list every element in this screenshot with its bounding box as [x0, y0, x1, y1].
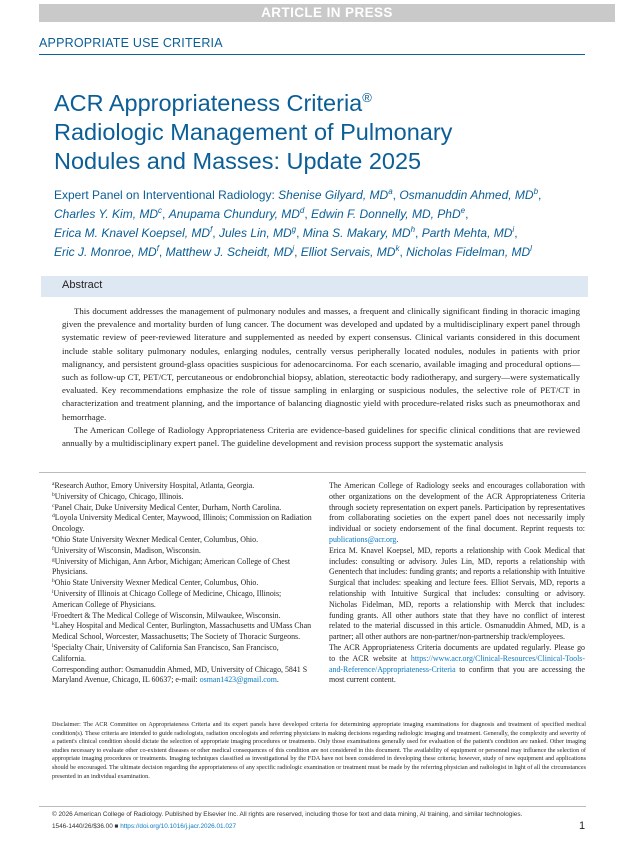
footnote-divider — [39, 472, 586, 473]
author-name: Edwin F. Donnelly, MD, PhD — [311, 207, 461, 221]
affiliation-footnote — [52, 589, 312, 611]
update-note — [329, 643, 585, 686]
corresponding-author — [52, 665, 312, 687]
abstract-paragraph-1: This document addresses the management of pulmonary nodules and masses, a frequent and clinically significant finding in thoracic imaging given the prevalence and mortality burden of lung cancer. The document was developed and updated by a multidisciplinary expert panel through systematic review of peer-reviewed literature and supplemented as needed by expert consensus. Clinical variants considered in this document include stable solitary pulmonary nodules, enlarging nodules, centrally versus peripherally located nodules, nodules in patients with prior malignancy, and persistent ground-glass opacities suspicious for adenocarcinoma. For each scenario, available imaging and procedural options—such as follow-up CT, PET/CT, percutaneous or endobronchial biopsy, ablation, stereotactic body radiotherapy, and surgery—were systematically evaluated. Key recommendations emphasize the role of tissue sampling in enlarging or suspicious nodules, the selective role of PET/CT in characterization and treatment planning, and the importance of balancing diagnostic yield with procedure-related risks such as pneumothorax and hemorrhage. — [62, 306, 580, 422]
footnote-text: Lahey Hospital and Medical Center, Burlington, Massachusetts and UMass Chan Medical School, Worcester, Massachusetts; The Society of Thoracic Surgeons. — [52, 621, 312, 642]
issn-price: 1546-1440/26/$36.00 — [52, 823, 113, 830]
article-in-press-banner: ARTICLE IN PRESS — [39, 4, 615, 22]
corresponding-author-end: . — [276, 675, 279, 685]
author-name: Mina S. Makary, MD — [302, 226, 411, 240]
author-separator: , — [294, 245, 301, 259]
author-separator: , — [465, 207, 469, 221]
author-separator: , — [162, 207, 169, 221]
footnote-text: Ohio State University Wexner Medical Center, Columbus, Ohio. — [54, 578, 259, 588]
affiliation-mark[interactable]: b — [533, 187, 539, 196]
abstract-paragraph-2: The American College of Radiology Appropriateness Criteria are evidence-based guidelines for specific clinical conditions that are reviewed annually by a multidisciplinary expert panel. The guideline development and revision process support the systematic analysis — [62, 424, 580, 449]
author-name: Nicholas Fidelman, MD — [406, 245, 531, 259]
issn-line — [52, 823, 236, 830]
footnote-text: University of Michigan, Ann Arbor, Michigan; American College of Chest Physicians. — [52, 556, 291, 577]
footnote-text: University of Chicago, Chicago, Illinois. — [54, 491, 184, 501]
author-name: Parth Mehta, MD — [421, 226, 513, 240]
doi-separator: ■ — [112, 823, 121, 830]
affiliation-mark[interactable]: h — [410, 225, 416, 234]
page-number: 1 — [579, 820, 586, 832]
author-separator: , — [392, 188, 400, 202]
author-name: Anupama Chundury, MD — [168, 207, 300, 221]
author-separator: , — [415, 226, 422, 240]
footnote-mark: k — [52, 621, 55, 628]
section-label: APPROPRIATE USE CRITERIA — [39, 36, 223, 50]
footnote-text: Loyola University Medical Center, Maywood, Illinois; Commission on Radiation Oncology. — [52, 513, 312, 534]
reprint-email-link[interactable]: publications@acr.org — [329, 534, 397, 544]
acr-website-link[interactable]: https://www.acr.org/Clinical-Resources/Clinical-Tools-and-Reference/Appropriateness-Criteria — [329, 653, 585, 674]
collaboration-note — [329, 481, 585, 546]
affiliation-mark[interactable]: l — [530, 244, 532, 253]
article-title — [54, 83, 594, 176]
author-separator: , — [158, 245, 166, 259]
author-separator: , — [514, 226, 518, 240]
expert-panel-label: Expert Panel on Interventional Radiology: — [54, 188, 279, 202]
affiliation-mark[interactable]: j — [292, 244, 295, 253]
author-line-3 — [54, 224, 599, 243]
footnote-text: University of Illinois at Chicago College of Medicine, Chicago, Illinois; American College of Physicians. — [52, 588, 282, 609]
title-text-1: ACR Appropriateness Criteria — [54, 90, 363, 116]
footnote-text: Research Author, Emory University Hospital, Atlanta, Georgia. — [54, 481, 255, 490]
author-name: Jules Lin, MD — [218, 226, 292, 240]
notes-column — [329, 481, 585, 686]
email-link[interactable]: osman1423@gmail.com — [199, 675, 277, 685]
footnote-mark: a — [52, 481, 55, 487]
abstract-header-bar — [41, 276, 588, 297]
affiliation-mark[interactable]: i — [512, 225, 515, 234]
author-name: Elliot Servais, MD — [300, 245, 396, 259]
copyright-notice: © 2026 American College of Radiology. Published by Elsevier Inc. All rights are reserved, including those for text and data mining, AI training, and similar technologies. — [52, 811, 523, 818]
author-name: Eric J. Monroe, MD — [54, 245, 157, 259]
footnote-mark: b — [52, 491, 55, 498]
author-separator: , — [399, 245, 407, 259]
affiliation-mark[interactable]: e — [460, 206, 466, 215]
author-separator: , — [538, 188, 542, 202]
collaboration-end: . — [396, 534, 399, 544]
footnote-mark: j — [52, 610, 54, 617]
update-end: to confirm that you are accessing the most current content. — [329, 664, 585, 685]
affiliation-mark[interactable]: k — [395, 244, 400, 253]
affiliation-footnote — [52, 578, 312, 589]
disclaimer: Disclaimer: The ACR Committee on Appropriateness Criteria and its expert panels have developed criteria for determining appropriate imaging examinations for diagnosis and treatment of specified medical condition(s). These criteria are intended to guide radiologists, radiation oncologists and referring physicians in making decisions regarding radiologic imaging and treatment. Generally, the complexity and severity of a patient's clinical condition should dictate the selection of appropriate imaging procedures or treatments. Only those examinations generally used for evaluation of the patient's condition are ranked. Other imaging studies necessary to evaluate other co-existent diseases or other medical consequences of this condition are not considered in this document. The availability of equipment or personnel may influence the selection of appropriate imaging procedures or treatments. Imaging techniques classified as investigational by the FDA have not been considered in developing these criteria; however, study of new equipment and applications should be encouraged. The ultimate decision regarding the appropriateness of any specific radiologic examination or treatment must be made by the referring physician and radiologist in light of all the circumstances presented in an individual examination. — [52, 721, 586, 780]
doi-link[interactable]: https://doi.org/10.1016/j.jacr.2026.01.027 — [120, 823, 237, 830]
abstract-body — [62, 305, 580, 450]
footer-divider — [39, 806, 586, 807]
affiliation-footnote — [52, 481, 312, 492]
author-name: Osmanuddin Ahmed, MD — [399, 188, 534, 202]
author-line-2 — [54, 205, 599, 224]
author-separator: , — [304, 207, 312, 221]
footnote-mark: h — [52, 578, 55, 585]
footnote-mark: g — [52, 556, 55, 563]
author-name: Charles Y. Kim, MD — [54, 207, 159, 221]
affiliations-column — [52, 481, 312, 686]
affiliation-footnote — [52, 611, 312, 622]
affiliation-footnote — [52, 643, 312, 665]
title-line-3: Nodules and Masses: Update 2025 — [54, 148, 422, 174]
title-line-2: Radiologic Management of Pulmonary — [54, 119, 453, 145]
author-list — [54, 186, 599, 262]
affiliation-footnote — [52, 621, 312, 643]
title-line-1 — [54, 83, 594, 118]
collaboration-text: The American College of Radiology seeks and encourages collaboration with other organizations on the development of the ACR Appropriateness Criteria through society representation on expert panels. Participation by representatives from collaborating societies on the expert panel does not necessarily imply individual or society endorsement of the final document. Reprint requests to: — [329, 481, 585, 534]
abstract-heading: Abstract — [62, 279, 103, 291]
author-name: Shenise Gilyard, MD — [278, 188, 389, 202]
footnote-mark: f — [52, 545, 54, 552]
footnote-text: Panel Chair, Duke University Medical Center, Durham, North Carolina. — [54, 502, 282, 512]
footnote-text: University of Wisconsin, Madison, Wisconsin. — [53, 545, 201, 555]
affiliation-mark[interactable]: g — [291, 225, 297, 234]
registered-mark: ® — [362, 90, 372, 105]
affiliation-footnote — [52, 546, 312, 557]
affiliation-footnote — [52, 513, 312, 535]
affiliation-mark[interactable]: d — [299, 206, 305, 215]
footnote-text: Ohio State University Wexner Medical Center, Columbus, Ohio. — [54, 534, 259, 544]
footnote-mark: d — [52, 513, 55, 520]
affiliation-mark[interactable]: a — [388, 187, 393, 196]
author-name: Matthew J. Scheidt, MD — [165, 245, 293, 259]
author-separator: , — [212, 226, 219, 240]
footnote-text: Froedtert & The Medical College of Wisconsin, Milwaukee, Wisconsin. — [53, 610, 281, 620]
affiliation-footnote — [52, 557, 312, 579]
section-divider — [39, 54, 585, 55]
affiliation-mark[interactable]: c — [158, 206, 163, 215]
affiliation-mark[interactable]: f — [210, 225, 213, 234]
footnote-text: Specialty Chair, University of California San Francisco, San Francisco, California. — [52, 642, 279, 663]
author-name: Erica M. Knavel Koepsel, MD — [54, 226, 211, 240]
author-line-1 — [54, 186, 599, 205]
affiliation-footnote — [52, 503, 312, 514]
affiliation-mark[interactable]: f — [156, 244, 159, 253]
footnote-mark: l — [52, 642, 54, 649]
footnote-mark: e — [52, 534, 55, 541]
affiliation-footnote — [52, 535, 312, 546]
disclosure-note: Erica M. Knavel Koepsel, MD, reports a relationship with Cook Medical that includes: consulting or advisory. Jules Lin, MD, reports a relationship with Genentech that includes: funding grants; and reports a relationship with Intuitive Surgical that includes: speaking and lecture fees. Elliot Servais, MD, reports a relationship with Intuitive Surgical that includes: consulting or advisory. Nicholas Fidelman, MD, reports a relationship with Merck that includes: funding grants. All other authors state that they have no conflict of interest related to the material discussed in this article. Osmanuddin Ahmed, MD, is a partner; all other authors are non-partner/non-partnership track/employees. — [329, 545, 585, 642]
corresponding-author-text: Corresponding author: Osmanuddin Ahmed, MD, University of Chicago, 5841 S Maryland Avenue, Chicago, IL 60637; e-mail: — [52, 664, 308, 685]
footnote-mark: i — [52, 588, 54, 595]
update-text: The ACR Appropriateness Criteria documents are updated regularly. Please go to the ACR website at — [329, 642, 585, 663]
author-line-4 — [54, 243, 599, 262]
author-separator: , — [296, 226, 303, 240]
footnote-mark: c — [52, 502, 55, 509]
affiliation-footnote — [52, 492, 312, 503]
